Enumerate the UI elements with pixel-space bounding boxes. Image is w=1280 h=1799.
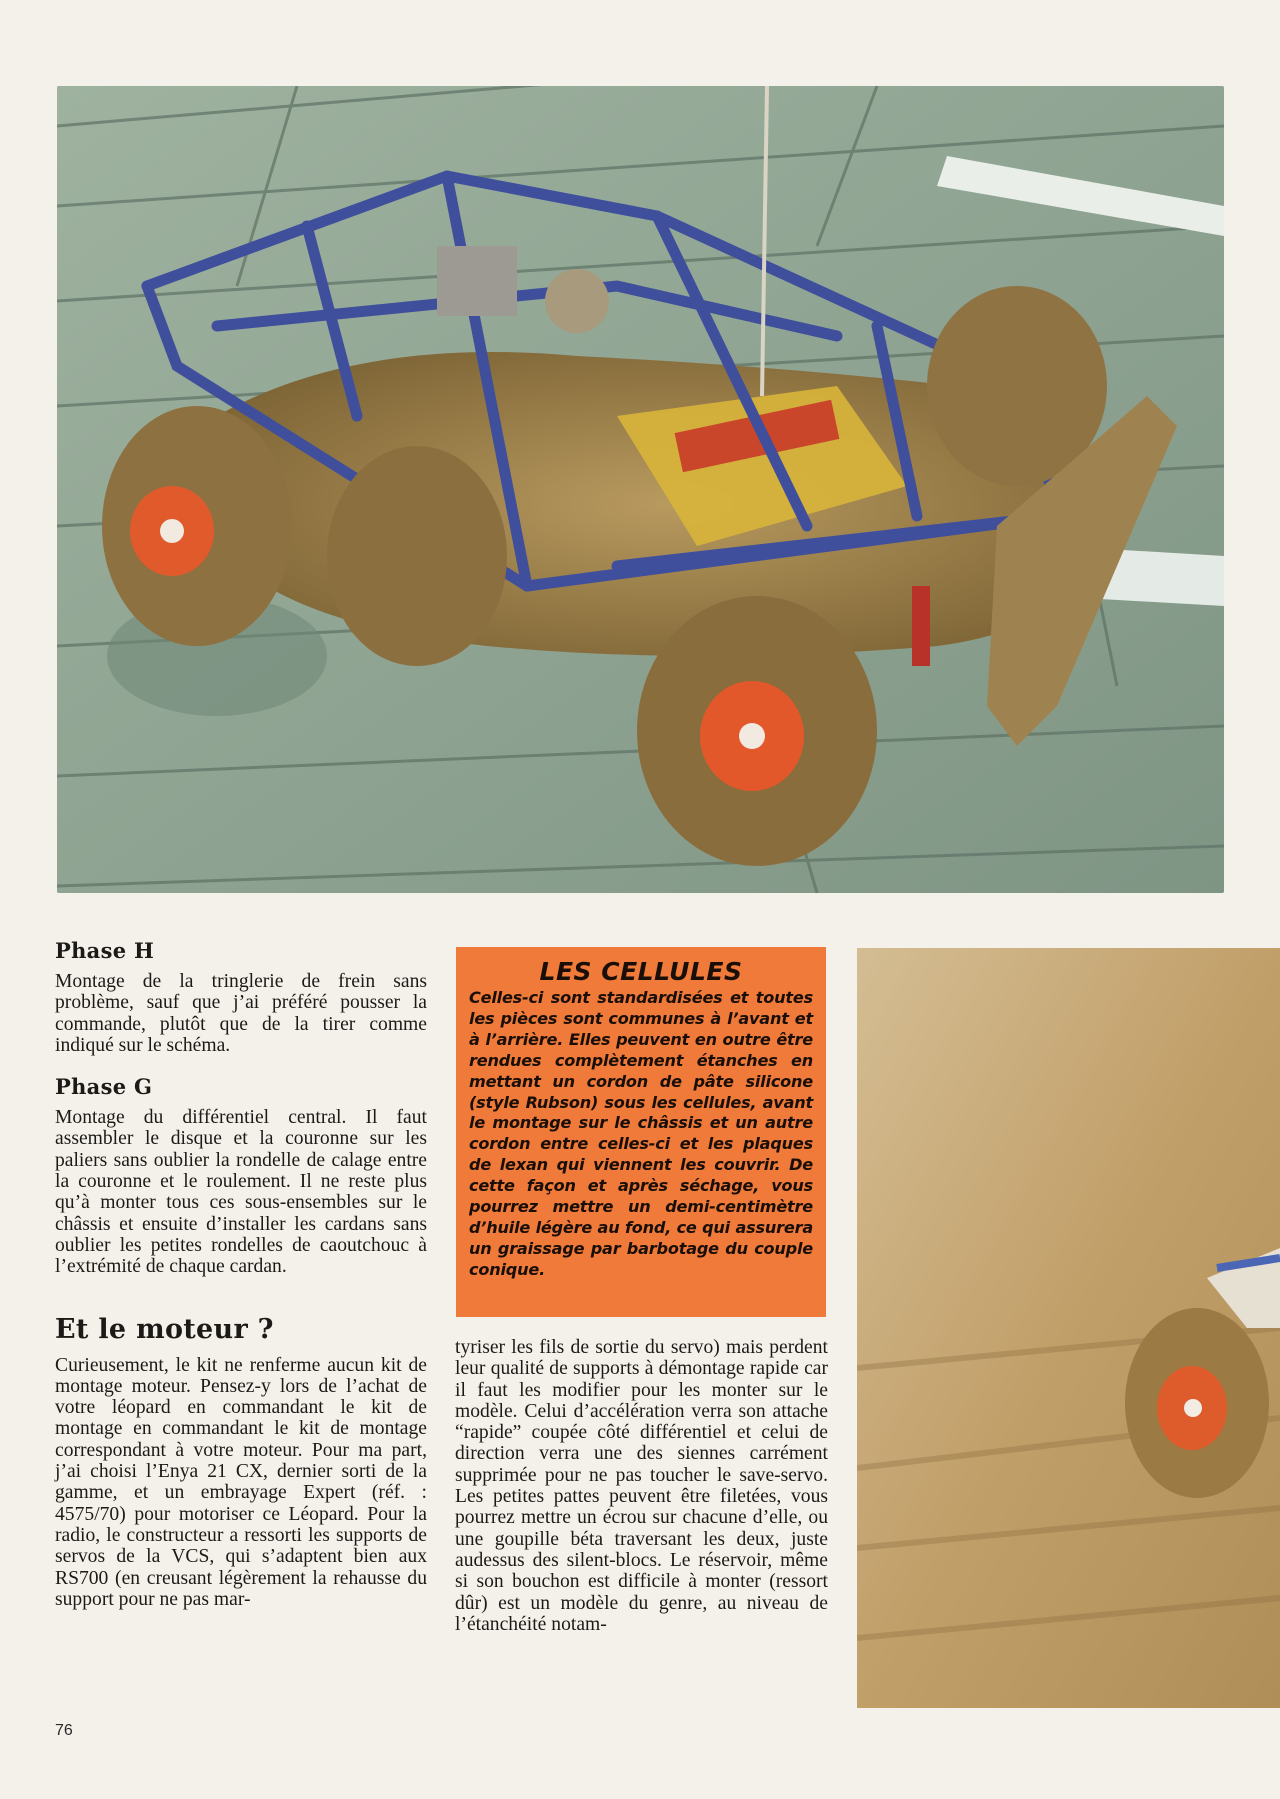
motion-illustration: [857, 948, 1280, 1708]
moteur-heading: Et le moteur ?: [55, 1313, 274, 1345]
buggy-illustration: [57, 86, 1224, 893]
phase-g-text: Montage du différentiel central. Il faut assembler le disque et la couronne sur les paliers sans oublier la rondelle de calage entre la couronne et le roulement. Il ne reste plus qu’à monter tous ces sous-ensembles sur le châssis et ensuite d’installer les cardans sans oublier les petites rondelles de caoutchouc à l’extrémité de chaque cardan.: [55, 1107, 427, 1278]
page-number: 76: [55, 1722, 73, 1739]
buggy-motion-photo: [857, 948, 1280, 1708]
moteur-text: Curieusement, le kit ne renferme aucun kit de montage moteur. Pensez-y lors de l’achat de votre léopard en commandant le kit de montage en commandant le kit de montage correspondant à votre moteur. Pour ma part, j’ai choisi l’Enya 21 CX, dernier sorti de la gamme, et un embrayage Expert (réf. : 4575/70) pour motoriser ce Léopard. Pour la radio, le constructeur a ressorti les supports de servos de la VCS, qui s’adaptent bien aux RS700 (en creusant légèrement la rehausse du support pour ne pas mar-: [55, 1354, 427, 1610]
phase-h-heading: Phase H: [55, 938, 155, 963]
phase-g-heading: Phase G: [55, 1074, 153, 1100]
phase-h-text: Montage de la tringlerie de frein sans problème, sauf que j’ai préféré pousser la commande, plutôt que de la tirer comme indiqué sur le schéma.: [55, 971, 427, 1056]
sidebar-text: Celles-ci sont standardisées et toutes les pièces sont communes à l’avant et à l’arrière. Elles peuvent en outre être rendues complètement étanches en mettant un cordon de pâte silicone (style Rubson) sous les cellules, avant le montage sur le châssis et un autre cordon entre celles-ci et les plaques de lexan qui viennent les couvrir. De cette façon et après séchage, vous pourrez mettre un demi-centimètre d’huile légère au fond, ce qui assurera un graissage par barbotage du couple conique.: [469, 988, 813, 1279]
buggy-photo: [57, 86, 1224, 893]
moteur-text-continued: tyriser les fils de sortie du servo) mais perdent leur qualité de supports à démontage rapide car il faut les modifier pour les monter sur le modèle. Celui d’accélération verra son attache “rapide” coupée côté différentiel et celui de direction verra une des siennes carrément supprimée pour ne pas toucher le save-servo. Les petites pattes peuvent être filetées, vous pourrez mettre un écrou sur chacune d’elle, ou une goupille béta traversant les deux, juste audessus des silent-blocs. Le réservoir, même si son bouchon est difficile à monter (ressort dûr) est un modèle du genre, au niveau de l’étanchéité notam-: [455, 1337, 828, 1635]
sidebar-box: [456, 947, 826, 1317]
column-left: [55, 938, 427, 1610]
sidebar-title: LES CELLULES: [539, 957, 743, 986]
column-middle: [455, 1337, 828, 1635]
